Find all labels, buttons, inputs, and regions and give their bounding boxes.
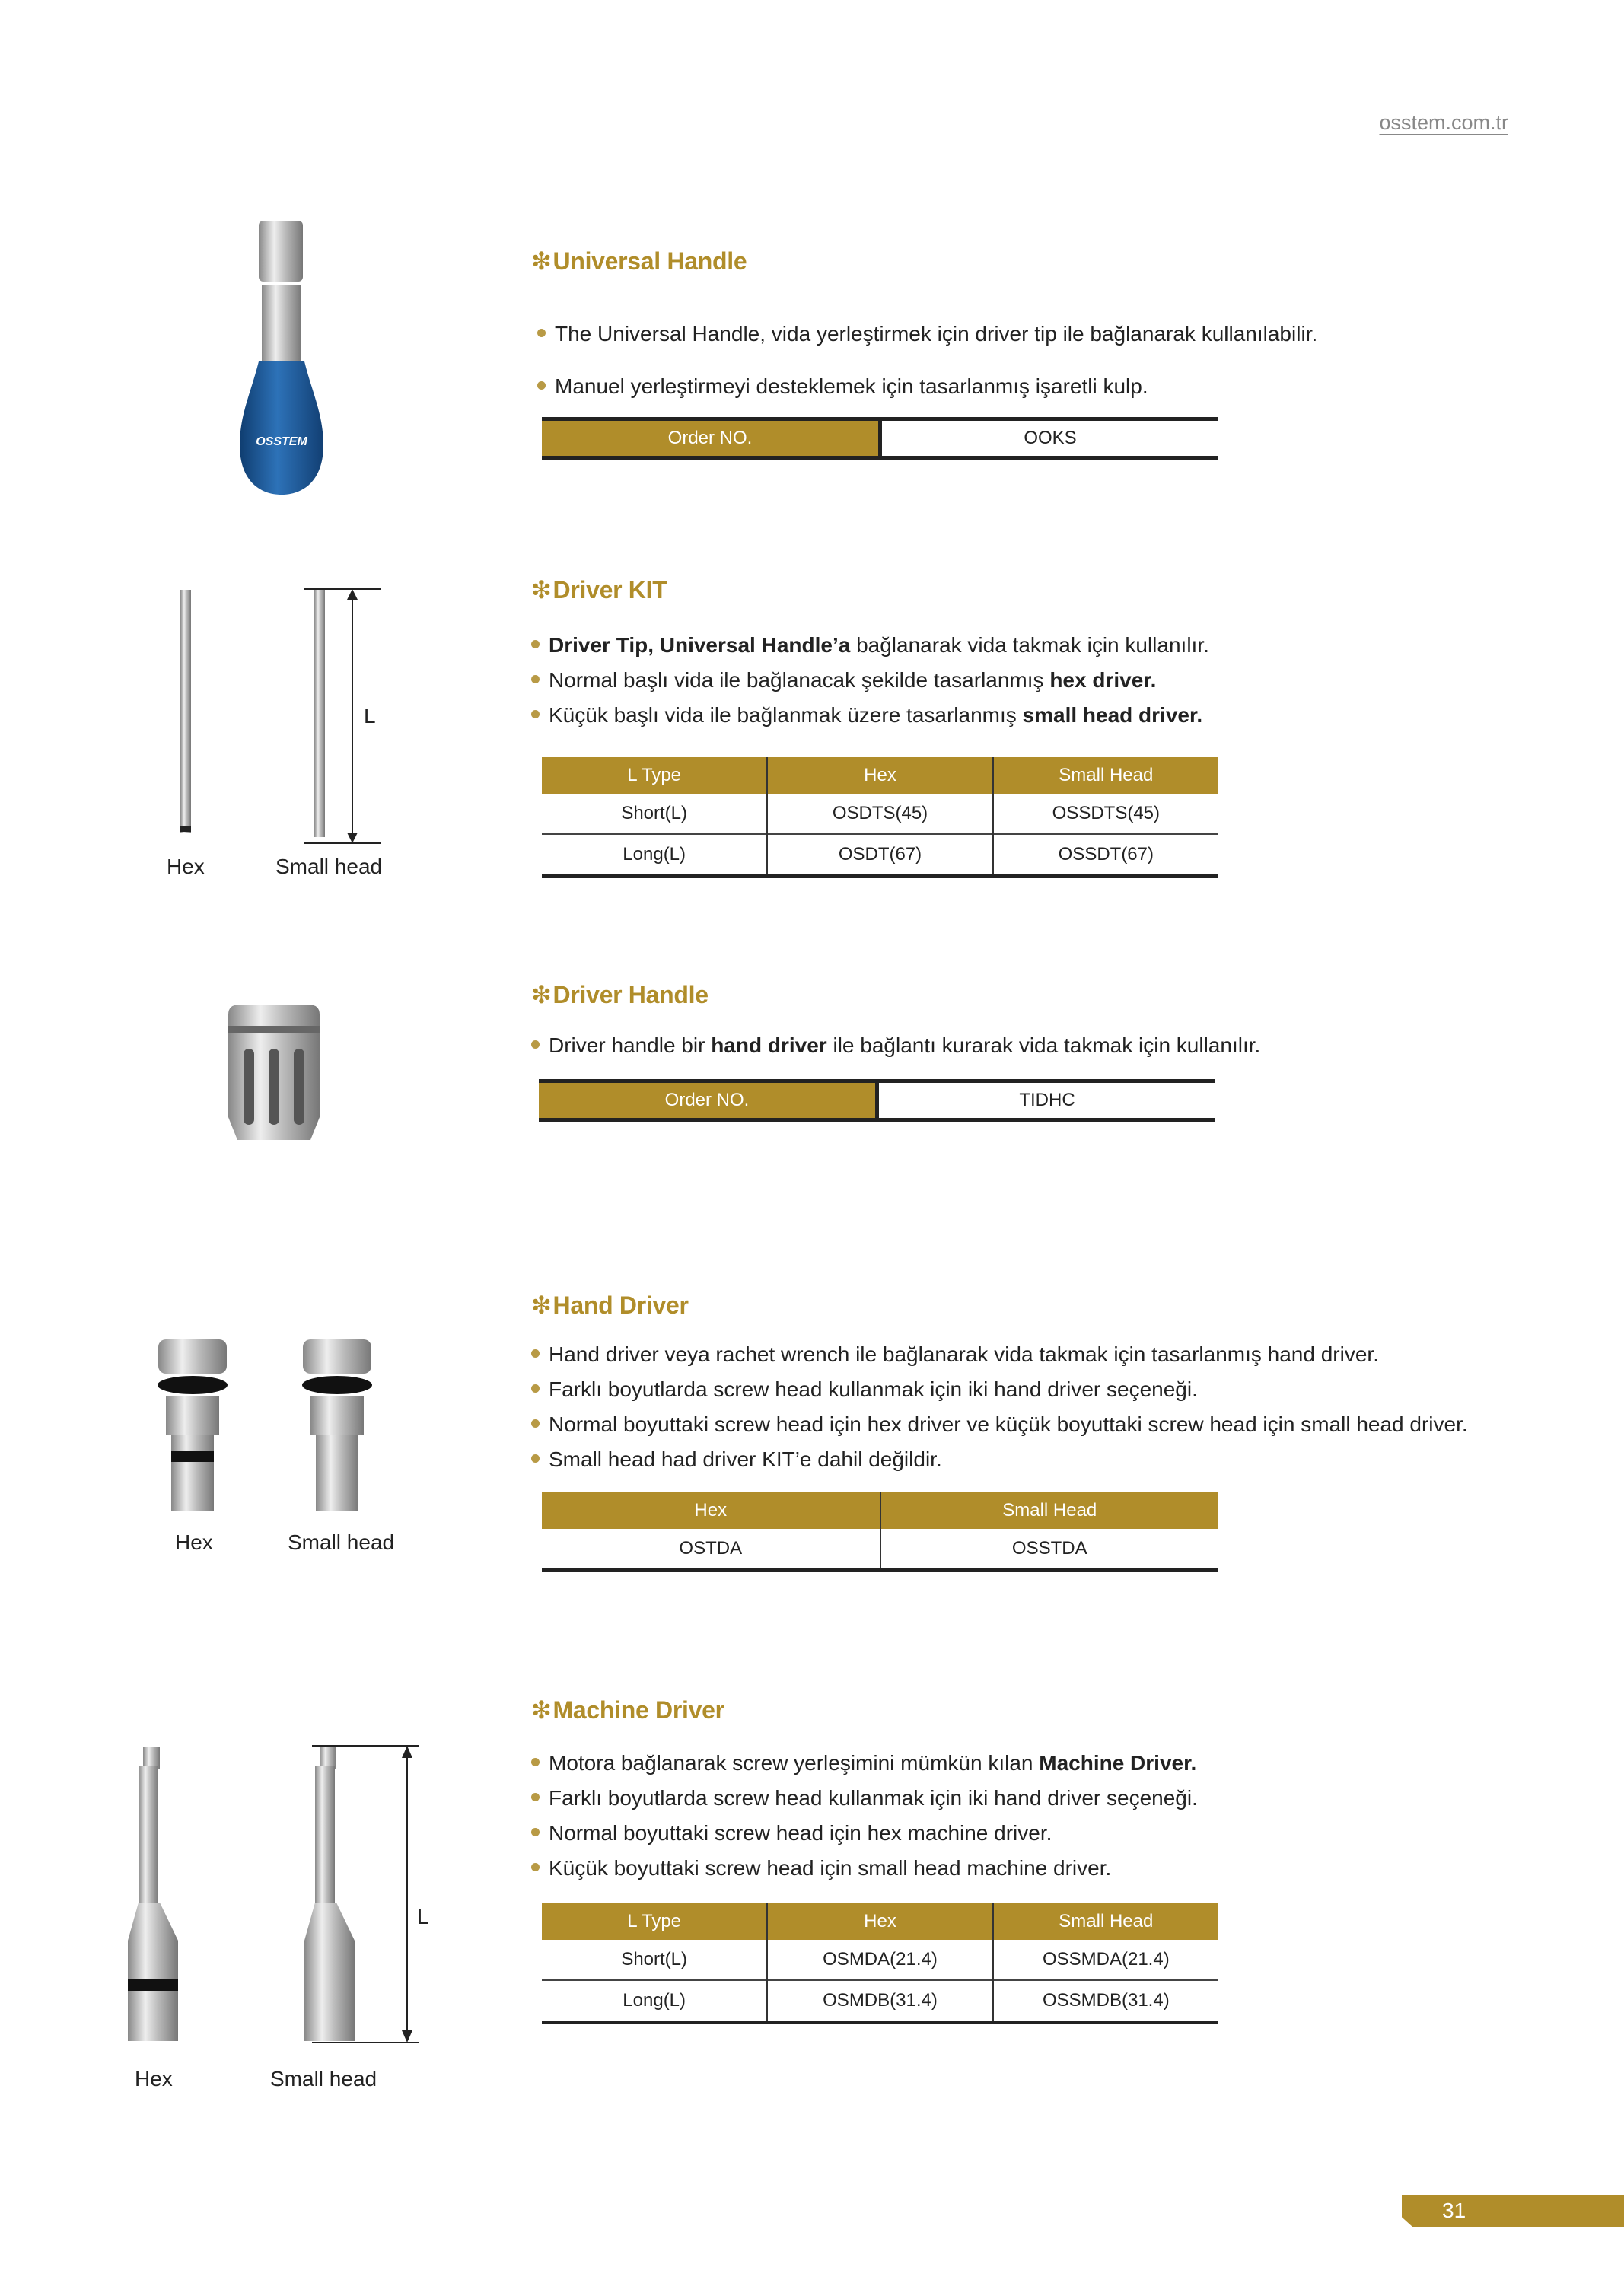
bullet-text-bold: small head driver. <box>1022 703 1203 727</box>
column-header: Hex <box>542 1492 880 1529</box>
order-value: TIDHC <box>877 1081 1216 1120</box>
bullet-dot-icon <box>531 1384 540 1393</box>
table-row <box>542 1940 1218 1980</box>
column-header: Small Head <box>880 1492 1219 1529</box>
bullet-item <box>531 628 1209 663</box>
column-header: Small Head <box>993 757 1218 794</box>
image-label-small-head: Small head <box>270 2067 377 2091</box>
page-number: 31 <box>1442 2199 1466 2222</box>
machine-driver-table <box>542 1903 1218 2024</box>
bullet-item <box>531 663 1209 698</box>
bullet-item <box>531 1781 1198 1816</box>
bullet-text: Normal başlı vida ile bağlanacak şekilde tasarlanmış <box>549 668 1050 692</box>
table-row <box>542 1980 1218 2023</box>
bullet-dot-icon <box>531 1040 540 1049</box>
table-row <box>542 1529 1218 1571</box>
bullet-dot-icon <box>531 710 540 718</box>
table-row <box>542 834 1218 877</box>
bullet-item <box>531 1337 1468 1372</box>
bullet-text: Motora bağlanarak screw yerleşimini mümkün kılan <box>549 1751 1040 1775</box>
column-header: L Type <box>542 757 767 794</box>
table-cell: Long(L) <box>542 1980 767 2023</box>
column-header: L Type <box>542 1903 767 1940</box>
table-cell: OSDT(67) <box>767 834 992 877</box>
bullet-text-bold: Driver Tip, Universal Handle’a <box>549 633 851 657</box>
bullet-item <box>537 369 1317 404</box>
bullet-item <box>531 1816 1198 1851</box>
table-cell: Short(L) <box>621 1949 688 1970</box>
bullet-item <box>531 1746 1198 1781</box>
table-header-row <box>542 757 1218 794</box>
image-label-small-head: Small head <box>288 1530 395 1554</box>
page-number-bar <box>1402 2195 1624 2227</box>
osstem-logo: OSSTEM <box>256 435 307 448</box>
driver-kit-bullets <box>531 628 1209 733</box>
order-label: Order NO. <box>542 419 880 458</box>
bullet-dot-icon <box>531 1419 540 1428</box>
dimension-label: L <box>364 704 376 728</box>
section-title-driver-kit: ❇Driver KIT <box>531 576 667 603</box>
bullet-dot-icon <box>531 675 540 683</box>
bullet-text: bağlanarak vida takmak için kullanılır. <box>850 633 1209 657</box>
column-header: Small Head <box>993 1903 1218 1940</box>
universal-handle-bullets <box>537 317 1317 422</box>
hand-driver-image <box>152 1336 381 1518</box>
table-cell: OSSTDA <box>880 1529 1219 1571</box>
column-header: Hex <box>767 1903 992 1940</box>
driver-handle-image <box>221 1003 335 1144</box>
table-header-row <box>542 1492 1218 1529</box>
bullet-text: Normal boyuttaki screw head için hex driver ve küçük boyuttaki screw head için small head driver. <box>549 1412 1468 1436</box>
bullet-text: Farklı boyutlarda screw head kullanmak için iki hand driver seçeneği. <box>549 1377 1198 1401</box>
bullet-text: Driver handle bir <box>549 1033 712 1057</box>
section-title-driver-handle: ❇Driver Handle <box>531 981 709 1008</box>
section-title-universal-handle: ❇Universal Handle <box>531 247 747 275</box>
bullet-dot-icon <box>531 1863 540 1871</box>
hand-driver-table <box>542 1492 1218 1572</box>
table-cell: Long(L) <box>542 834 767 877</box>
bullet-dot-icon <box>537 329 546 337</box>
bullet-dot-icon <box>531 640 540 648</box>
bullet-text-bold: Machine Driver. <box>1039 1751 1197 1775</box>
universal-handle-image <box>228 217 335 498</box>
bullet-dot-icon <box>537 381 546 390</box>
dimension-label: L <box>417 1905 429 1928</box>
bullet-text: Hand driver veya rachet wrench ile bağlanarak vida takmak için tasarlanmış hand driver. <box>549 1342 1379 1366</box>
bullet-item <box>531 698 1209 733</box>
table-cell: OSTDA <box>679 1538 743 1559</box>
column-header: Hex <box>767 757 992 794</box>
bullet-dot-icon <box>531 1454 540 1463</box>
bullet-item <box>531 1442 1468 1477</box>
order-value: OOKS <box>880 419 1219 458</box>
table-cell: OSSDT(67) <box>993 834 1218 877</box>
table-row <box>542 794 1218 834</box>
bullet-dot-icon <box>531 1349 540 1358</box>
bullet-item <box>531 1407 1468 1442</box>
table-cell: OSMDB(31.4) <box>767 1980 992 2023</box>
image-label-small-head: Small head <box>275 855 383 878</box>
bullet-text: Farklı boyutlarda screw head kullanmak için iki hand driver seçeneği. <box>549 1786 1198 1810</box>
bullet-item <box>531 1028 1260 1063</box>
table-cell: OSMDA(21.4) <box>767 1940 992 1980</box>
machine-driver-bullets <box>531 1746 1198 1886</box>
image-label-hex: Hex <box>175 1530 213 1554</box>
driver-kit-table <box>542 757 1218 878</box>
universal-handle-order-table <box>542 417 1218 460</box>
image-label-hex: Hex <box>135 2067 173 2091</box>
table-cell: Short(L) <box>621 803 688 823</box>
bullet-text-bold: hex driver. <box>1049 668 1157 692</box>
driver-handle-bullets <box>531 1028 1260 1063</box>
order-label: Order NO. <box>539 1081 877 1120</box>
bullet-item <box>531 1372 1468 1407</box>
bullet-text-bold: hand driver <box>711 1033 827 1057</box>
machine-driver-image <box>122 1743 441 2047</box>
section-title-hand-driver: ❇Hand Driver <box>531 1291 689 1319</box>
bullet-text: Küçük başlı vida ile bağlanmak üzere tasarlanmış <box>549 703 1023 727</box>
bullet-text: Normal boyuttaki screw head için hex machine driver. <box>549 1821 1052 1845</box>
table-cell: OSSMDA(21.4) <box>993 1940 1218 1980</box>
bullet-dot-icon <box>531 1758 540 1766</box>
website-link[interactable]: osstem.com.tr <box>1379 111 1508 134</box>
table-cell: OSSMDB(31.4) <box>993 1980 1218 2023</box>
driver-handle-order-table <box>539 1079 1215 1122</box>
bullet-text: The Universal Handle, vida yerleştirmek için driver tip ile bağlanarak kullanılabilir. <box>555 322 1318 346</box>
image-label-hex: Hex <box>167 855 205 878</box>
section-title-machine-driver: ❇Machine Driver <box>531 1696 724 1724</box>
table-cell: OSSDTS(45) <box>993 794 1218 834</box>
bullet-dot-icon <box>531 1793 540 1801</box>
bullet-item <box>531 1851 1198 1886</box>
hand-driver-bullets <box>531 1337 1468 1477</box>
bullet-text: ile bağlantı kurarak vida takmak için kullanılır. <box>826 1033 1261 1057</box>
table-cell: OSDTS(45) <box>767 794 992 834</box>
table-header-row <box>542 1903 1218 1940</box>
bullet-text: Manuel yerleştirmeyi desteklemek için tasarlanmış işaretli kulp. <box>555 374 1148 398</box>
bullet-text: Small head had driver KIT’e dahil değildir. <box>549 1447 942 1471</box>
bullet-item <box>537 317 1317 352</box>
bullet-dot-icon <box>531 1828 540 1836</box>
bullet-text: Küçük boyuttaki screw head için small head machine driver. <box>549 1856 1112 1880</box>
